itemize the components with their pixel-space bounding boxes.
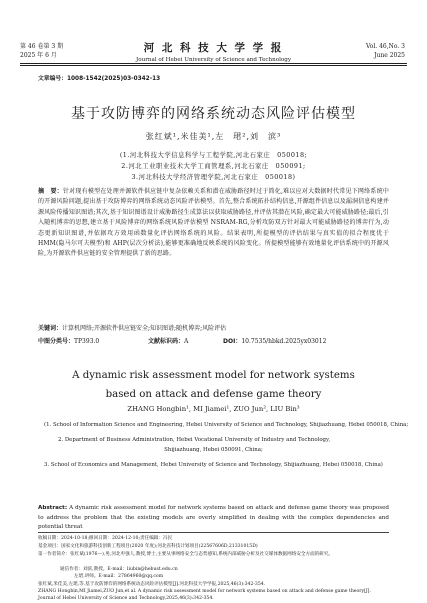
doc-code-value: A	[184, 338, 189, 345]
footnote-fund: 基金项目：国家文化和旅游科技创新工程项目(2020 年度);河北省科技计划项目(22567606D,21331015D)	[38, 544, 258, 549]
affiliation-en-2: 2. Department of Business Administration, Hebei Vocational University of Industry and Technology,	[58, 437, 331, 443]
abstract-cn-text: 针对现有模型在处理并源软件供应链中复杂依赖关系和潜在威胁路径时过于简化,难以应对大数据时代常见下网络系统中的开源风险问题,提出基于攻防博弈的网络系统动态风险评估模型。首先,整合系统拓扑结构信息,开源组件信息以及漏洞信息构建并源风险传播知识图谱;其次,基于知识图谱设计威胁路径生成算法以获取威胁路径,并评估其潜在风险,确定最大可能威胁路径;最后,引入随机博弈的思想,建立基于风险博弈的网络系统风险评估模型 NSRAM-RG,分析攻防双方针对最大可能威胁路径的博弈行为,动态更新知识图谱,并依据攻方效用函数量化评估网络系统的风险。结果表明,所提模型的评估结果与真实值的拟合程度优于 HMM(隐马尔可夫模型)和 AHP(层次分析法),能够更准确地反映系统的风险变化。所提模型能够有效地量化评估系统中的开源风险,为开源软件供应链的安全管理提供了新的思路。	[38, 188, 390, 258]
footnote-third-author: 左珺,讲师。E-mail：27864960@qq.com	[74, 574, 164, 579]
header-journal-block	[0, 40, 427, 63]
header-rule-thick	[20, 63, 407, 64]
header-vol-en: Vol. 46,No. 3	[365, 43, 405, 50]
abstract-cn-label: 摘 要：	[38, 188, 63, 195]
header-date-en: June 2025	[374, 52, 405, 59]
abstract-en-text: A dynamic risk assessment model for network systems based on attack and defense game theory was proposed to address the problem that the existing models are overly simplified in dealing with the complex dependencies and potential threat	[38, 505, 390, 531]
header-rule-thin	[20, 65, 407, 66]
footnote-rule	[38, 532, 389, 533]
paper-title-en-line1: A dynamic risk assessment model for network systems	[72, 370, 355, 381]
footnote-corresponding: 通信作者：刘滨,教授。E-mail：liubin@hebust.edu.cn	[60, 567, 178, 572]
footnote-first-author: 第一作者简介：张红斌(1976—),男,河北枣强人,教授,博士,主要从事网络安全与态势感知,系统内部威胁分析及社交媒体数据网络安全方面的研究。	[38, 552, 334, 557]
abstract-cn	[38, 187, 389, 260]
classification-line	[38, 336, 326, 345]
header-volume: 第 46 卷第 3 期	[20, 43, 64, 50]
article-number: 文章编号：1008-1542(2025)03-0342-13	[38, 76, 161, 82]
affiliation-cn-1: (1.河北科技大学信息科学与工程学院,河北石家庄 050018;	[119, 151, 308, 159]
affiliation-en-2b: Shijiazhuang, Hebei 050091, China;	[164, 447, 263, 453]
doc-code-label: 文献标识码：	[148, 338, 185, 345]
footnote-received: 收稿日期：2024-10-18;修回日期：2024-12-10;责任编辑：冯民	[38, 536, 173, 541]
keywords-cn-label: 关键词：	[38, 325, 63, 332]
paper-title-en-line2: based on attack and defense game theory	[105, 389, 322, 400]
keywords-cn-text: 计算机网络;开源软件供应链安全;知识图谱;随机博弈;风险评估	[62, 325, 227, 332]
clc-value: TP393.0	[74, 338, 100, 345]
clc-label: 中图分类号：	[38, 338, 75, 345]
affiliation-cn-3: 3.河北科技大学经济管理学院,河北石家庄 050018)	[131, 173, 296, 181]
paper-title-cn: 基于攻防博弈的网络系统动态风险评估模型	[71, 106, 356, 122]
authors-en: ZHANG Hongbin¹, MI Jiamei¹, ZUO Jun², LIU Bin³	[127, 405, 300, 413]
footnote-cite-en: ZHANG Hongbin,MI Jiamei,ZUO Jun,et al. A dynamic risk assessment model for network systems based on attack and defense game theory[J]. Journal of Hebei University of Science and Technology,2025,46(3):342-354.	[38, 589, 371, 602]
header-volume-en-block	[366, 42, 405, 60]
header-date-cn: 2025 年 6 月	[20, 52, 57, 59]
footnote-cite-cn: 张红斌,米佳美,左珺,等.基于攻防博弈的网络系统动态风险评估模型[J].河北科技大学学报,2025,46(3):342-354.	[38, 582, 266, 587]
keywords-cn	[38, 323, 389, 332]
affiliation-cn-2: 2.河北工业职业技术大学工商管理系,河北石家庄 050091;	[121, 162, 306, 170]
abstract-en-label: Abstract:	[38, 505, 68, 511]
abstract-en	[38, 504, 389, 533]
affiliation-en-1: (1. School of Information Science and Engineering, Hebei University of Science and Technology, Shijiazhuang, Hebei 050018, China;	[44, 422, 409, 428]
doi-value: 10.7535/hbkd.2025yx03012	[241, 338, 327, 345]
affiliation-en-3: 3. School of Economics and Management, Hebei University of Science and Technology, Shijiazhuang, Hebei 050018, China)	[44, 462, 383, 468]
doi-label: DOI：	[223, 338, 242, 345]
header-journal-en: Journal of Hebei University of Science and Technology	[136, 57, 291, 63]
authors-cn: 张红斌¹,米佳美¹,左 珺²,刘 滨³	[145, 132, 282, 141]
header-journal-cn: 河 北 科 技 大 学 学 报	[143, 42, 284, 54]
